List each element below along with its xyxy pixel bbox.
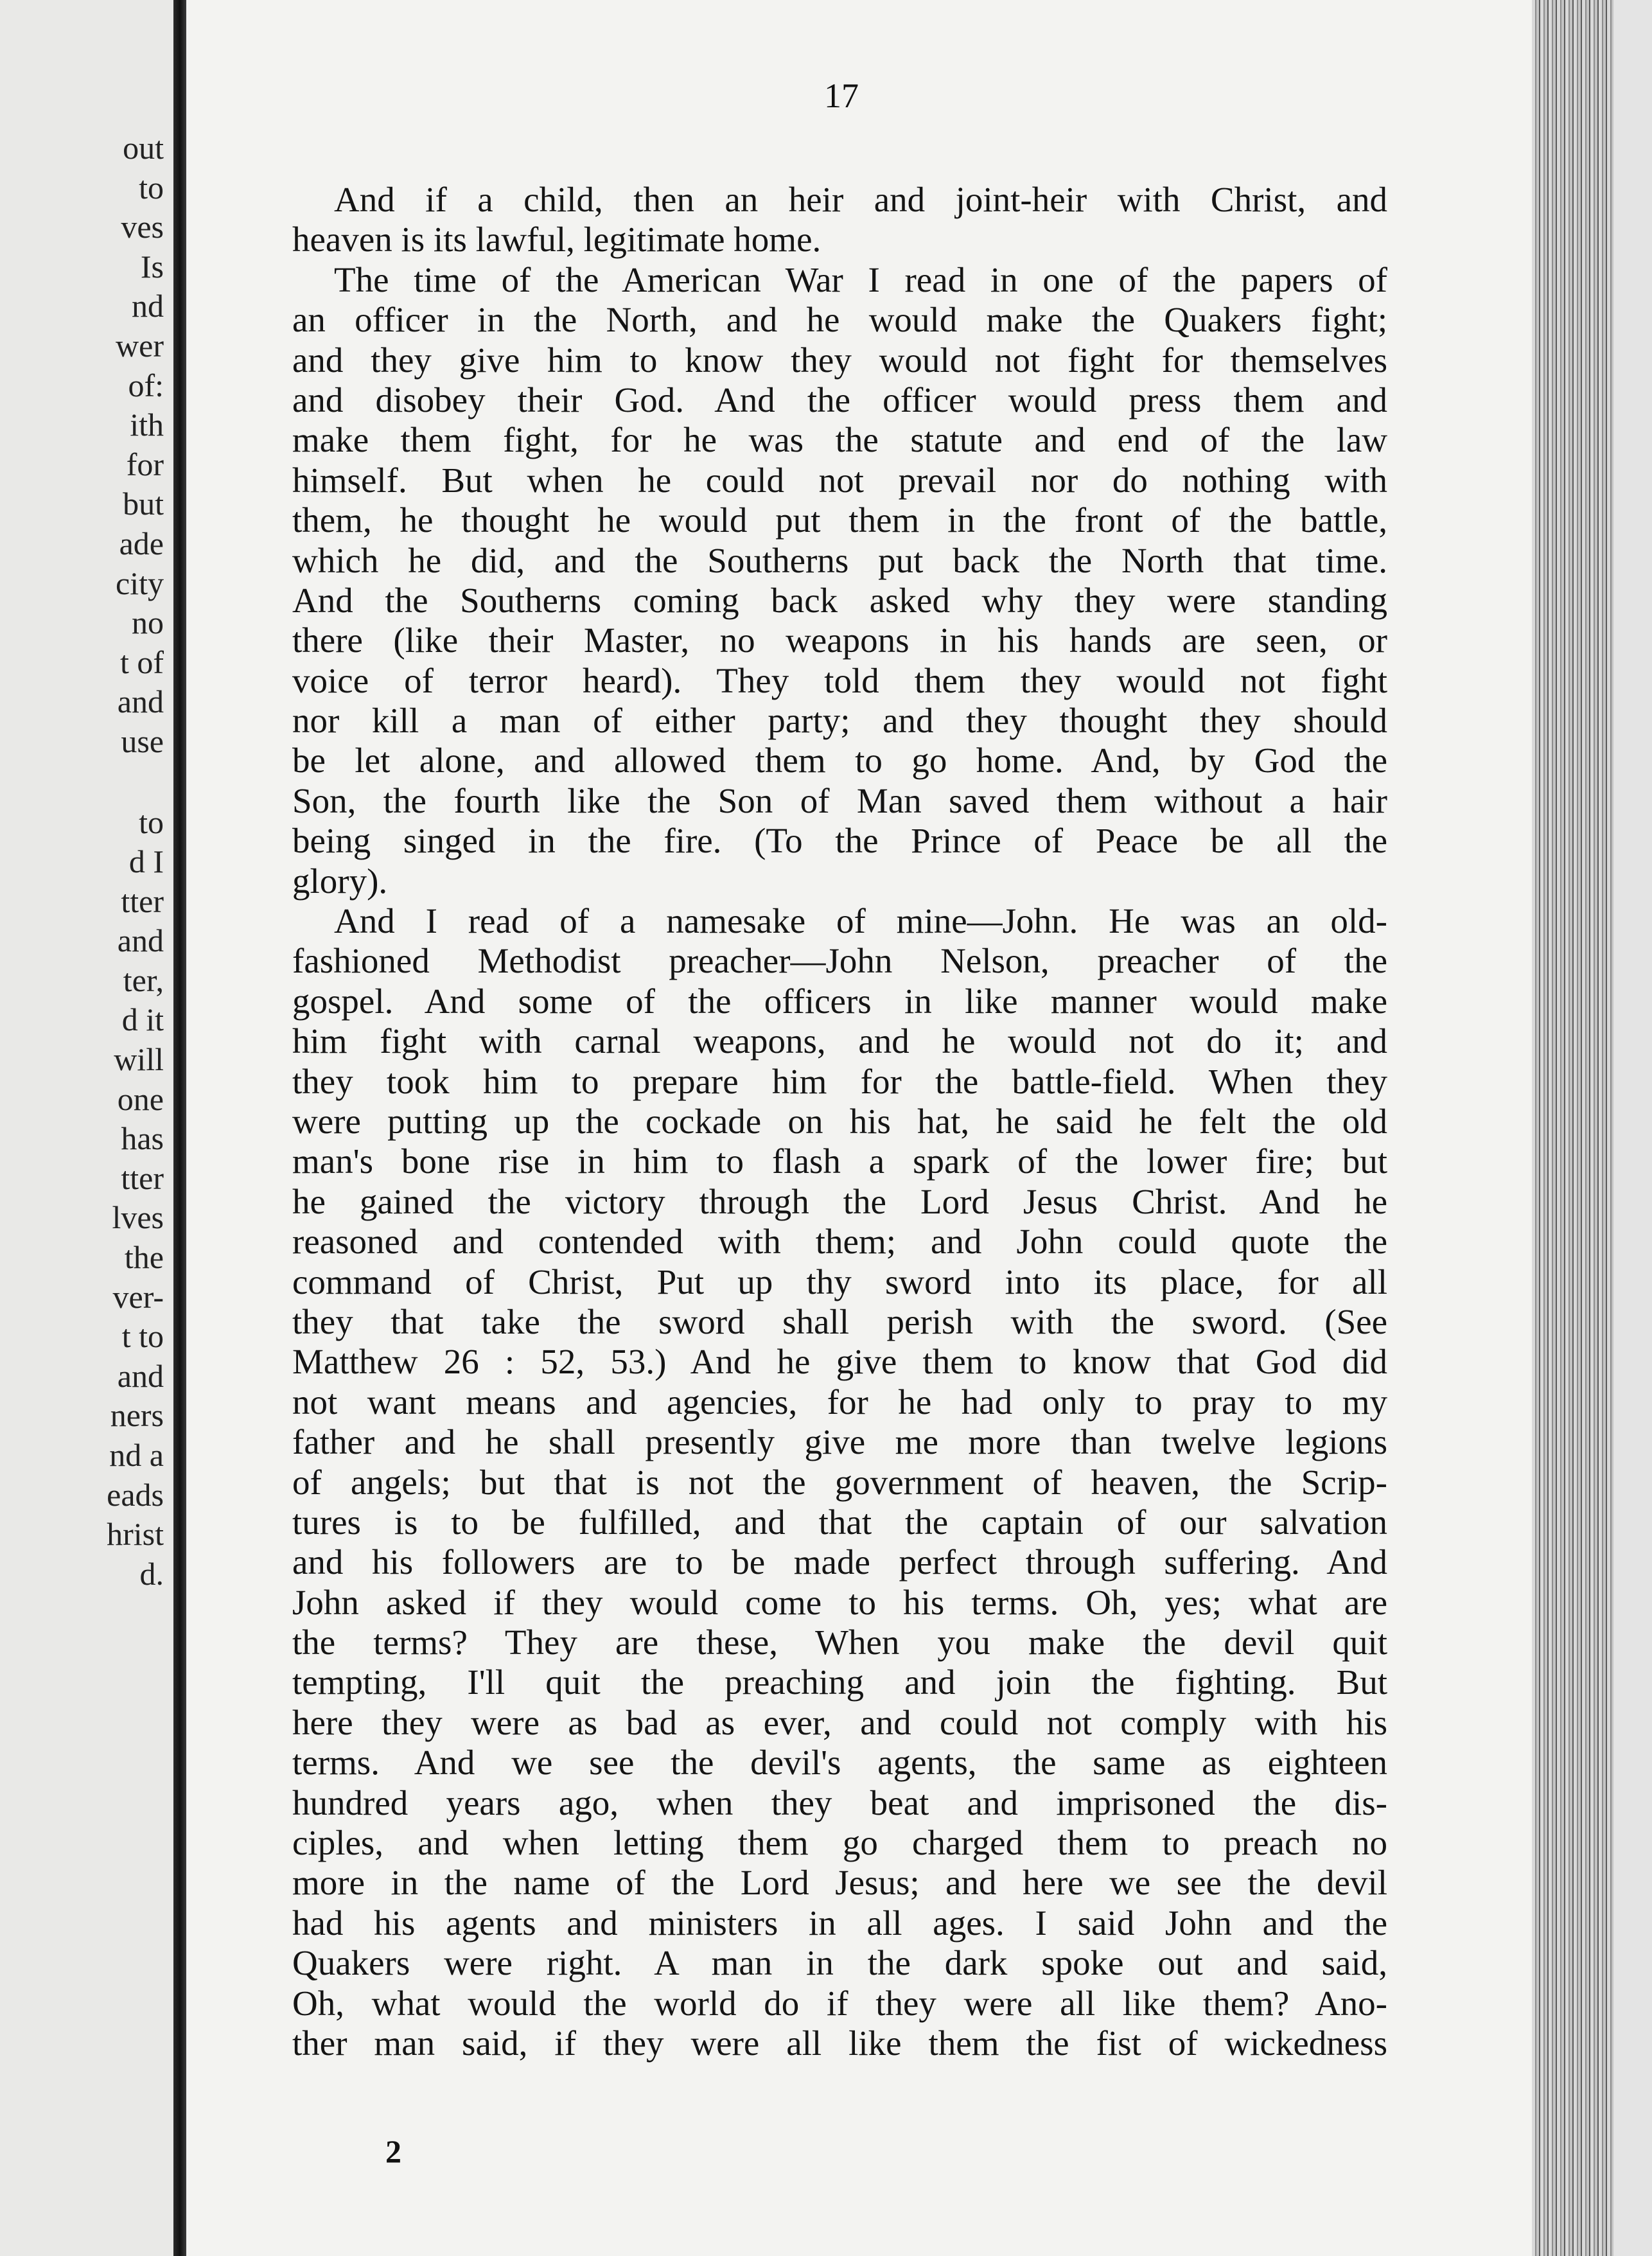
text-line: The time of the American War I read in one of the papers of: [334, 260, 1387, 299]
text-line: and disobey their God. And the officer would press them and: [292, 380, 1387, 419]
text-line: heaven is its lawful, legitimate home.: [292, 220, 822, 260]
book-gutter: [173, 0, 186, 2256]
text-line: be let alone, and allowed them to go home. And, by God the: [292, 741, 1387, 780]
left-page-fragments: [0, 128, 164, 1594]
left-page-fragment: for: [126, 446, 164, 482]
text-line: command of Christ, Put up thy sword into its place, for all: [292, 1262, 1387, 1301]
left-page-fragment: city: [116, 565, 164, 601]
text-line: more in the name of the Lord Jesus; and here we see the devil: [292, 1863, 1387, 1903]
text-line: gospel. And some of the officers in like manner would make: [292, 981, 1387, 1021]
text-line: there (like their Master, no weapons in his hands are seen, or: [292, 621, 1387, 660]
text-line: an officer in the North, and he would make the Quakers fight;: [292, 300, 1387, 340]
text-line: Oh, what would the world do if they were all like them? Ano-: [292, 1983, 1387, 2023]
text-line: himself. But when he could not prevail nor do nothing with: [292, 460, 1387, 500]
left-page-fragment: d.: [139, 1555, 164, 1592]
text-line: him fight with carnal weapons, and he would not do it; and: [292, 1021, 1387, 1061]
text-line: And if a child, then an heir and joint-heir with Christ, and: [334, 180, 1387, 219]
left-page-fragment: t of: [119, 644, 164, 680]
text-line: not want means and agencies, for he had only to pray to my: [292, 1382, 1387, 1422]
left-page-fragment: and: [117, 922, 164, 959]
left-page-fragment: has: [121, 1120, 164, 1157]
text-line: were putting up the cockade on his hat, he said he felt the old: [292, 1101, 1387, 1141]
text-line: John asked if they would come to his terms. Oh, yes; what are: [292, 1582, 1387, 1622]
fragment-gap: [0, 762, 164, 803]
left-page-fragment: nd a: [109, 1437, 164, 1473]
left-page-fragment: d I: [128, 843, 164, 880]
text-line: them, he thought he would put them in the front of the battle,: [292, 500, 1387, 540]
text-line: which he did, and the Southerns put back the North that time.: [292, 540, 1387, 580]
text-line: they took him to prepare him for the battle-field. When they: [292, 1061, 1387, 1101]
text-line: Quakers were right. A man in the dark spoke out and said,: [292, 1943, 1387, 1983]
text-line: and his followers are to be made perfect through suffering. And: [292, 1542, 1387, 1582]
left-page-fragment: of:: [128, 367, 164, 403]
left-page-fragment: eads: [107, 1476, 164, 1513]
left-page-fragment: t to: [121, 1318, 164, 1355]
text-line: nor kill a man of either party; and they thought they should: [292, 701, 1387, 741]
left-page-fragment: tter: [121, 883, 164, 919]
page-number: 17: [824, 76, 859, 115]
left-page-fragment: tter: [121, 1159, 164, 1196]
left-page-fragment: ith: [130, 407, 164, 443]
text-line: of angels; but that is not the government of heaven, the Scrip-: [292, 1462, 1387, 1502]
left-page-fragment: hrist: [107, 1516, 164, 1553]
left-page-fragment: and: [117, 1357, 164, 1394]
left-page-fragment: lves: [112, 1199, 164, 1236]
text-line: fashioned Methodist preacher—John Nelson, preacher of the: [292, 941, 1387, 981]
page-edges: [1532, 0, 1652, 2256]
text-line: voice of terror heard). They told them they would not fight: [292, 660, 1387, 700]
left-page-fragment: one: [117, 1080, 164, 1117]
text-line: And I read of a namesake of mine—John. He was an old-: [334, 901, 1387, 941]
left-page-fragment: ners: [110, 1397, 164, 1434]
text-line: tures is to be fulfilled, and that the captain of our salvation: [292, 1502, 1387, 1542]
text-line: being singed in the fire. (To the Prince of Peace be all the: [292, 821, 1387, 861]
text-line: had his agents and ministers in all ages. I said John and the: [292, 1903, 1387, 1943]
text-line: Matthew 26 : 52, 53.) And he give them to know that God did: [292, 1342, 1387, 1382]
text-line: he gained the victory through the Lord Jesus Christ. And he: [292, 1181, 1387, 1221]
left-page-fragment: Is: [140, 248, 164, 285]
text-line: man's bone rise in him to flash a spark of the lower fire; but: [292, 1141, 1387, 1181]
left-page-fragment: use: [121, 723, 164, 759]
text-line: ciples, and when letting them go charged them to preach no: [292, 1823, 1387, 1863]
left-page-fragment: wer: [116, 327, 164, 364]
left-page-fragment: will: [114, 1041, 164, 1078]
text-line: and they give him to know they would not fight for themselves: [292, 340, 1387, 380]
left-page-fragment: and: [117, 683, 164, 720]
text-line: tempting, I'll quit the preaching and join the fighting. But: [292, 1662, 1387, 1702]
left-page-fragment: d it: [121, 1001, 164, 1038]
left-page-fragment: but: [123, 486, 164, 522]
left-page-fragment: ter,: [123, 962, 164, 998]
left-page-fragment: nd: [132, 288, 164, 324]
left-page-fragment: to: [139, 169, 164, 206]
text-line: And the Southerns coming back asked why they were standing: [292, 580, 1387, 620]
text-line: the terms? They are these, When you make the devil quit: [292, 1623, 1387, 1662]
text-line: terms. And we see the devil's agents, the same as eighteen: [292, 1743, 1387, 1783]
left-page-fragment: the: [124, 1239, 164, 1276]
left-page-fragment: out: [123, 130, 164, 166]
text-line: ther man said, if they were all like them the fist of wickedness: [292, 2023, 1387, 2063]
text-line: they that take the sword shall perish with the sword. (See: [292, 1301, 1387, 1341]
text-line: glory).: [292, 861, 388, 901]
left-page-fragment: to: [139, 804, 164, 840]
text-line: hundred years ago, when they beat and imprisoned the dis-: [292, 1783, 1387, 1822]
left-page-fragment: ade: [119, 525, 164, 561]
text-line: Son, the fourth like the Son of Man saved them without a hair: [292, 780, 1387, 820]
page-body-text: [292, 180, 1387, 2063]
left-page-fragment: ves: [121, 209, 164, 245]
text-line: make them fight, for he was the statute and end of the law: [292, 420, 1387, 460]
left-page: [0, 0, 173, 2256]
text-line: here they were as bad as ever, and could not comply with his: [292, 1702, 1387, 1742]
signature-mark: 2: [385, 2133, 401, 2169]
left-page-fragment: no: [132, 604, 164, 641]
left-page-fragment: ver-: [112, 1278, 164, 1315]
text-line: reasoned and contended with them; and John could quote the: [292, 1222, 1387, 1262]
text-line: father and he shall presently give me more than twelve legions: [292, 1422, 1387, 1462]
